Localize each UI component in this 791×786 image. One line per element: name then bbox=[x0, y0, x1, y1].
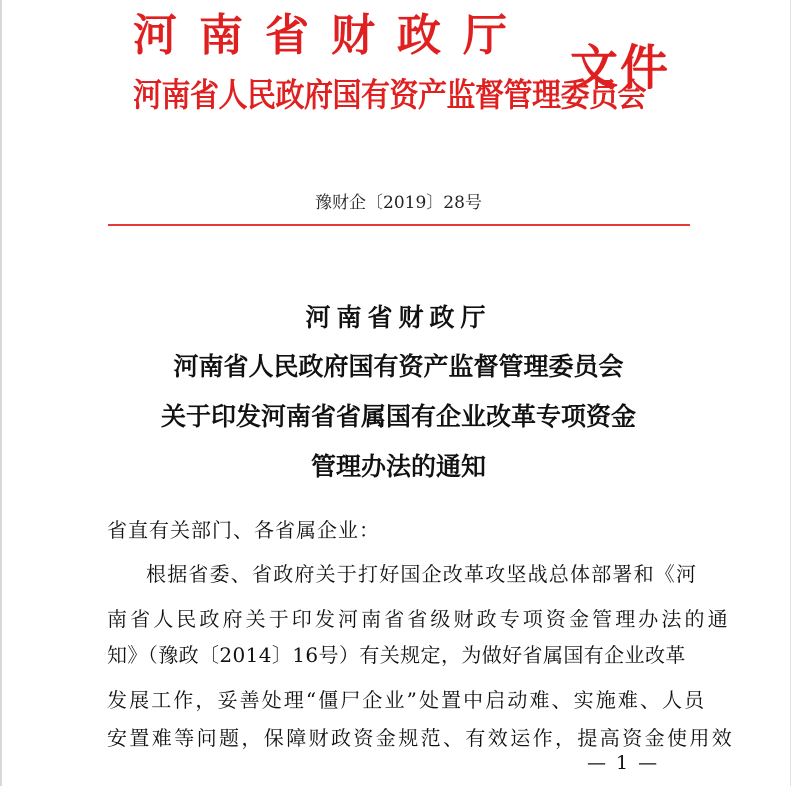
title-line-2: 河南省人民政府国有资产监督管理委员会 bbox=[173, 352, 624, 381]
body-line-1: 根据省委、省政府关于打好国企改革攻坚战总体部署和《河 bbox=[146, 562, 698, 586]
body-line-3: 知》（豫政〔2014〕16号）有关规定，为做好省属国有企业改革 bbox=[107, 643, 686, 667]
issuer-line-1: 河南省财政厅 bbox=[133, 10, 529, 61]
page-left-edge bbox=[0, 0, 2, 786]
page-number: — 1 — bbox=[587, 752, 660, 774]
red-separator-line bbox=[108, 224, 690, 226]
title-line-3: 关于印发河南省省属国有企业改革专项资金 bbox=[160, 402, 636, 431]
body-line-4: 发展工作，妥善处理“僵尸企业”处置中启动难、实施难、人员 bbox=[107, 688, 707, 712]
document-number: 豫财企〔2019〕28号 bbox=[315, 193, 482, 213]
title-line-4: 管理办法的通知 bbox=[310, 452, 486, 481]
title-line-1: 河南省财政厅 bbox=[305, 303, 492, 332]
issuer-line-2: 河南省人民政府国有资产监督管理委员会 bbox=[133, 75, 647, 114]
body-line-5: 安置难等问题，保障财政资金规范、有效运作，提高资金使用效 bbox=[107, 726, 735, 750]
body-line-2: 南省人民政府关于印发河南省省级财政专项资金管理办法的通 bbox=[107, 607, 731, 631]
salutation: 省直有关部门、各省属企业： bbox=[107, 518, 380, 542]
document-word: 文件 bbox=[570, 40, 671, 96]
